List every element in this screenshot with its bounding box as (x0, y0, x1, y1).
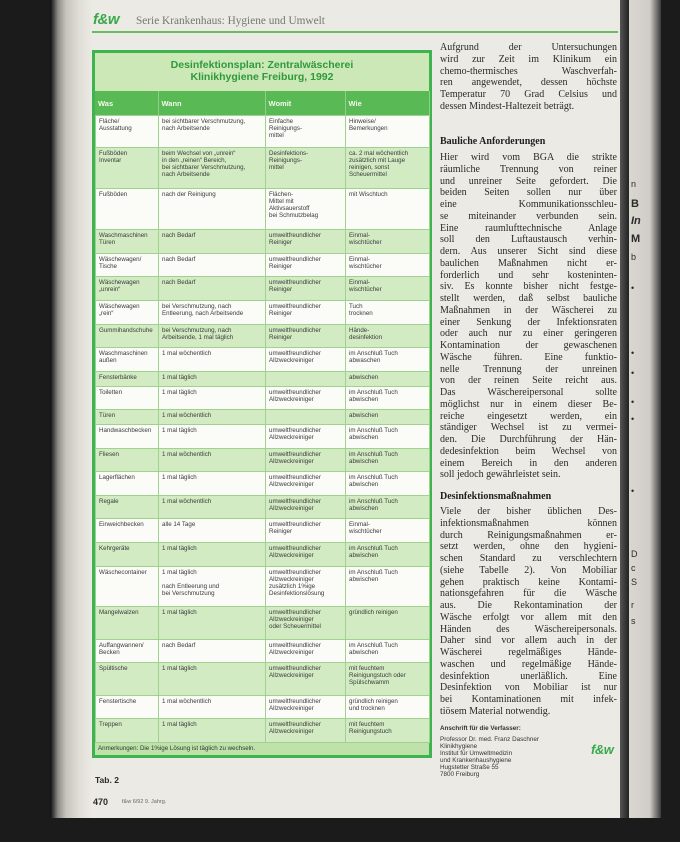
text-line: Kontamination der gewaschenen (440, 340, 617, 351)
next-page-fragment: D (631, 549, 638, 559)
next-page-fragment: b (631, 252, 637, 262)
text-line: oder auch nur zu einer geringeren (440, 328, 617, 340)
cell-method: mit feuchtem Reinigungstuch (346, 719, 430, 743)
cell-item: Gummihandschuhe (96, 324, 159, 348)
cell-item: Wäschewagen „unrein“ (96, 277, 159, 301)
cell-agent: umweltfreundlicher Reiniger (266, 253, 346, 277)
cell-frequency: 1 mal wöchentlich (159, 448, 266, 472)
text-line: wird zur Zeit im Klinikum ein (440, 53, 617, 65)
column-header-row (95, 91, 429, 115)
cell-item: Fliesen (96, 448, 159, 472)
text-line: durch Reinigungsmaßnahmen er- (440, 529, 617, 541)
text-line: möglichst nur in einem dieser Be- (440, 398, 617, 410)
column-header: Wie (345, 91, 429, 115)
cell-method: gründlich reinigen (346, 607, 430, 639)
text-line: bei Kontaminationen mit infek- (440, 694, 617, 705)
cell-method: Einmal- wischtücher (346, 230, 430, 254)
text-line: Aufgrund der Untersuchungen (440, 42, 617, 53)
text-line: einer Senkung der Infektionsraten (440, 316, 617, 328)
cell-item: Waschmaschinen Türen (96, 230, 159, 254)
cell-method: mit feuchtem Reinigungstuch oder Spülschwamm (346, 663, 430, 695)
cell-agent: umweltfreundlicher Allzweckreiniger (266, 719, 346, 743)
text-line: Hier wird vom BGA die strikte (440, 152, 617, 163)
cell-frequency: 1 mal wöchentlich (159, 410, 266, 425)
cell-agent: umweltfreundlicher Allzweckreiniger oder Scheuermittel (266, 607, 346, 639)
cell-method: Hinweise/ Bemerkungen (346, 116, 430, 148)
cell-item: Kehrgeräte (96, 542, 159, 566)
cell-frequency: beim Wechsel von „unrein“ in den „reinen“ Bereich, bei sichtbarer Verschmutzung, nach Arbeitsende (159, 148, 266, 189)
table-title-line: Desinfektionsplan: Zentralwäscherei (170, 59, 354, 71)
text-line: (siehe Tabelle 2). Von Mobiliar (440, 564, 617, 576)
table-row (96, 639, 430, 663)
text-line: und unreiner Seite gefordert. Die (440, 175, 617, 187)
next-page-bullet: • (631, 348, 635, 358)
text-line: siv. Es konnte bisher nicht festge- (440, 281, 617, 293)
cell-agent: umweltfreundlicher Allzweckreiniger (266, 695, 346, 719)
text-line: Wäsche führen. Eine funktio- (440, 351, 617, 363)
text-line: ren angewendet, dessen höchste (440, 77, 617, 89)
cell-agent: umweltfreundlicher Allzweckreiniger (266, 639, 346, 663)
text-line: Daher sind vor allem auch in der (440, 635, 617, 647)
cell-frequency: bei Verschmutzung, nach Entleerung, nach Arbeitsende (159, 300, 266, 324)
next-page-fragment: r (631, 600, 634, 610)
text-line: dessen Mindest-Haltezeit beträgt. (440, 100, 575, 112)
cell-agent: Einfache Reinigungs- mittel (266, 116, 346, 148)
text-line: dedesinfektion beim Wechsel von (440, 445, 617, 457)
text-line: stellt werden, daß selbst bauliche (440, 293, 617, 304)
next-page-bullet: • (631, 368, 635, 378)
cell-item: Auffangwannen/ Becken (96, 639, 159, 663)
text-line: se miteinander verbunden sein. (440, 210, 617, 222)
table-row (96, 663, 430, 695)
text-line: Wäsche erfolgt vor allem mit den (440, 611, 617, 623)
cell-agent: umweltfreundlicher Reiniger (266, 300, 346, 324)
table-row (96, 695, 430, 719)
text-line: von der reinen Seite reicht aus. (440, 375, 617, 387)
cell-item: Fenstertische (96, 695, 159, 719)
text-line: baulichen Maßnahmen nicht er- (440, 257, 617, 269)
cell-agent: umweltfreundlicher Allzweckreiniger (266, 472, 346, 496)
text-line: reiche eingesetzt werden, ein (440, 410, 617, 422)
table-caption: Tab. 2 (95, 775, 119, 785)
text-line: nationsgefahren für die Wäsche (440, 588, 617, 600)
cell-frequency: nach der Reinigung (159, 189, 266, 230)
cell-agent: umweltfreundlicher Reiniger (266, 277, 346, 301)
address-line: Institut für Umweltmedizin (440, 750, 513, 757)
series-title: Serie Krankenhaus: Hygiene und Umwelt (136, 15, 325, 27)
address-label: Anschrift für die Verfasser: (440, 725, 521, 732)
cell-frequency: 1 mal täglich (159, 386, 266, 410)
cell-item: Handwaschbecken (96, 425, 159, 449)
table-row (96, 324, 430, 348)
table-subtitle-line: Klinikhygiene Freiburg, 1992 (190, 71, 334, 83)
cell-method: ca. 2 mal wöchentlich zusätzlich mit Lauge reinigen, sonst Scheuermittel (346, 148, 430, 189)
next-page-fragment: In (631, 215, 641, 227)
cell-frequency: 1 mal wöchentlich (159, 495, 266, 519)
cell-agent: umweltfreundlicher Allzweckreiniger (266, 386, 346, 410)
table-row (96, 189, 430, 230)
table-row (96, 519, 430, 543)
next-page-bullet: • (631, 283, 635, 293)
cell-method: im Anschluß Tuch abwischen (346, 495, 430, 519)
text-line: Desinfektion von Mobiliar ist nur (440, 682, 617, 694)
text-line: dern. Aus unserer Sicht sind diese (440, 246, 617, 257)
cell-method: mit Wischtuch (346, 189, 430, 230)
cell-item: Spültische (96, 663, 159, 695)
cell-agent: umweltfreundlicher Allzweckreiniger (266, 663, 346, 695)
cell-frequency: 1 mal täglich nach Entleerung und bei Verschmutzung (159, 566, 266, 607)
cell-agent: umweltfreundlicher Allzweckreiniger zusätzlich 1%ige Desinfektionslösung (266, 566, 346, 607)
cell-frequency: nach Bedarf (159, 639, 266, 663)
cell-item: Waschmaschinen außen (96, 348, 159, 372)
next-page-fragment: n (631, 179, 637, 189)
cell-agent: umweltfreundlicher Allzweckreiniger (266, 542, 346, 566)
text-line: Maßnahmen in der Wäscherei zu (440, 304, 617, 316)
cell-item: Toiletten (96, 386, 159, 410)
cell-frequency: 1 mal täglich (159, 719, 266, 743)
text-line: tiösem Material notwendig. (440, 705, 551, 717)
journal-logo-footer: f&w (591, 742, 614, 757)
cell-frequency: bei Verschmutzung, nach Arbeitsende, 1 mal täglich (159, 324, 266, 348)
text-line: eine Kommunikationsschleu- (440, 199, 617, 210)
table-body (95, 115, 430, 743)
text-line: infektionsmaßnahmen können (440, 517, 617, 529)
column-header: Was (95, 91, 158, 115)
next-page-fragment: B (631, 198, 639, 210)
cell-frequency: 1 mal wöchentlich (159, 695, 266, 719)
text-line: desinfektion unerläßlich. Eine (440, 670, 617, 682)
cell-method: im Anschluß Tuch abwischen (346, 425, 430, 449)
cell-method: im Anschluß Tuch abwischen (346, 448, 430, 472)
table-row (96, 448, 430, 472)
cell-item: Fensterbänke (96, 371, 159, 386)
page-gutter-shadow (620, 0, 629, 818)
page-number: 470 (93, 797, 109, 807)
cell-item: Treppen (96, 719, 159, 743)
issue-info: f&w 6/92 9. Jahrg. (122, 799, 167, 805)
table-row (96, 371, 430, 386)
table-row (96, 253, 430, 277)
text-line: setzt werden, ohne den hygieni- (440, 541, 617, 553)
text-line: gehen praktisch keine Kontami- (440, 576, 617, 588)
address-line: 7800 Freiburg (440, 771, 480, 778)
cell-item: Wäschecontainer (96, 566, 159, 607)
cell-item: Fußböden (96, 189, 159, 230)
next-page-edge (629, 0, 661, 818)
table-rows (96, 116, 430, 743)
header-divider (92, 31, 618, 33)
next-page-bullet: • (631, 414, 635, 424)
next-page-fragment: S (631, 577, 638, 587)
table-row (96, 495, 430, 519)
text-line: waschen und regelmäßige Hände- (440, 658, 617, 670)
cell-item: Fläche/ Ausstattung (96, 116, 159, 148)
cell-method: Hände- desinfektion (346, 324, 430, 348)
cell-frequency: 1 mal täglich (159, 371, 266, 386)
next-page-fragment: s (631, 616, 636, 626)
table-row (96, 719, 430, 743)
table-row (96, 566, 430, 607)
text-line: soll den Luftaustausch verhin- (440, 234, 617, 246)
cell-method: Einmal- wischtücher (346, 519, 430, 543)
cell-agent (266, 371, 346, 386)
next-page-fragment: c (631, 563, 636, 573)
text-line: Das Wäschereipersonal sollte (440, 387, 617, 398)
cell-item: Wäschewagen „rein“ (96, 300, 159, 324)
text-line: einem Bereich in den anderen (440, 457, 617, 469)
journal-logo: f&w (93, 11, 119, 28)
cell-frequency: 1 mal wöchentlich (159, 348, 266, 372)
text-line: Eine raumlufttechnische Anlage (440, 222, 617, 234)
cell-method: Einmal- wischtücher (346, 253, 430, 277)
address-lines (440, 736, 590, 778)
address-line: Hugstetter Straße 55 (440, 764, 499, 771)
text-line: nelle Trennung der unreinen (440, 363, 617, 375)
cell-frequency: nach Bedarf (159, 253, 266, 277)
text-line: forderlich und sehr kosteninten- (440, 269, 617, 281)
cell-frequency: 1 mal täglich (159, 663, 266, 695)
cell-item: Mangelwalzen (96, 607, 159, 639)
table-header-band (95, 91, 430, 115)
address-line: und Krankenhaushygiene (440, 757, 512, 764)
cell-item: Türen (96, 410, 159, 425)
table-row (96, 148, 430, 189)
cell-item: Fußböden Inventar (96, 148, 159, 189)
address-line: Professor Dr. med. Franz Daschner (440, 736, 540, 743)
table-row (96, 386, 430, 410)
table-row (96, 425, 430, 449)
address-line: Klinikhygiene (440, 743, 478, 750)
cell-method: Tuch trocknen (346, 300, 430, 324)
cell-item: Wäschewagen/ Tische (96, 253, 159, 277)
cell-method: im Anschluß Tuch abwischen (346, 472, 430, 496)
cell-method: im Anschluß Tuch abwaschen (346, 348, 430, 372)
table-row (96, 348, 430, 372)
cell-method: abwischen (346, 410, 430, 425)
text-line: schen Standard zu verschlechtern (440, 553, 617, 564)
section-heading: Bauliche Anforderungen (440, 136, 546, 147)
table-footnote: Anmerkungen: Die 1%ige Lösung ist täglich zu wechseln. (95, 743, 429, 755)
cell-method: im Anschluß Tuch abwischen (346, 542, 430, 566)
cell-frequency: alle 14 Tage (159, 519, 266, 543)
cell-method: gründlich reinigen und trocknen (346, 695, 430, 719)
cell-frequency: 1 mal täglich (159, 607, 266, 639)
table-row (96, 472, 430, 496)
cell-agent: umweltfreundlicher Allzweckreiniger (266, 425, 346, 449)
cell-method: abwischen (346, 371, 430, 386)
table-row (96, 410, 430, 425)
column-header: Wann (158, 91, 265, 115)
text-line: soll jedoch gewährleistet sein. (440, 469, 561, 481)
text-line: ständiger Wechsel ist zu vermei- (440, 422, 617, 434)
text-line: Händen des Wäschereipersonals. (440, 623, 617, 635)
author-address (440, 725, 590, 778)
cell-frequency: 1 mal täglich (159, 542, 266, 566)
cell-agent: umweltfreundlicher Reiniger (266, 230, 346, 254)
cell-agent (266, 410, 346, 425)
cell-item: Regale (96, 495, 159, 519)
cell-frequency: bei sichtbarer Verschmutzung, nach Arbeitsende (159, 116, 266, 148)
disinfection-plan-table (92, 50, 432, 758)
cell-agent: umweltfreundlicher Allzweckreiniger (266, 448, 346, 472)
cell-agent: umweltfreundlicher Allzweckreiniger (266, 495, 346, 519)
paragraph-building (440, 152, 617, 481)
cell-agent: Desinfektions- Reinigungs- mittel (266, 148, 346, 189)
cell-frequency: nach Bedarf (159, 277, 266, 301)
table-row (96, 116, 430, 148)
table-row (96, 300, 430, 324)
cell-agent: umweltfreundlicher Reiniger (266, 324, 346, 348)
cell-agent: umweltfreundlicher Allzweckreiniger (266, 348, 346, 372)
text-line: beiden Seiten sollen nur über (440, 187, 617, 199)
cell-method: im Anschluß Tuch abwischen (346, 566, 430, 607)
cell-item: Einweichbecken (96, 519, 159, 543)
cell-method: Einmal- wischtücher (346, 277, 430, 301)
table-row (96, 277, 430, 301)
paragraph-intro (440, 42, 617, 113)
paragraph-disinfection (440, 506, 617, 718)
text-line: den. Die Durchführung der Hän- (440, 434, 617, 445)
cell-agent: Flächen- Mittel mit Aktivsauerstoff bei Schmutzbelag (266, 189, 346, 230)
cell-item: Lagerflächen (96, 472, 159, 496)
cell-frequency: 1 mal täglich (159, 425, 266, 449)
text-line: chemo-thermisches Waschverfah- (440, 65, 617, 77)
cell-method: im Anschluß Tuch abwischen (346, 386, 430, 410)
text-line: Viele der bisher üblichen Des- (440, 506, 617, 517)
table-row (96, 230, 430, 254)
text-line: aus. Die Rekontamination der (440, 600, 617, 611)
next-page-bullet: • (631, 486, 635, 496)
table-row (96, 542, 430, 566)
cell-frequency: 1 mal täglich (159, 472, 266, 496)
text-line: Wäscherei regelmäßiges Hände- (440, 647, 617, 658)
cell-frequency: nach Bedarf (159, 230, 266, 254)
column-header: Womit (265, 91, 345, 115)
next-page-bullet: • (631, 397, 635, 407)
section-heading: Desinfektionsmaßnahmen (440, 491, 552, 502)
cell-agent: umweltfreundlicher Reiniger (266, 519, 346, 543)
table-title (95, 53, 429, 91)
next-page-fragment: M (631, 233, 641, 245)
cell-method: im Anschluß Tuch abwischen (346, 639, 430, 663)
table-row (96, 607, 430, 639)
text-line: räumliche Trennung von reiner (440, 163, 617, 175)
text-line: Temperatur 70 Grad Celsius und (440, 89, 617, 100)
